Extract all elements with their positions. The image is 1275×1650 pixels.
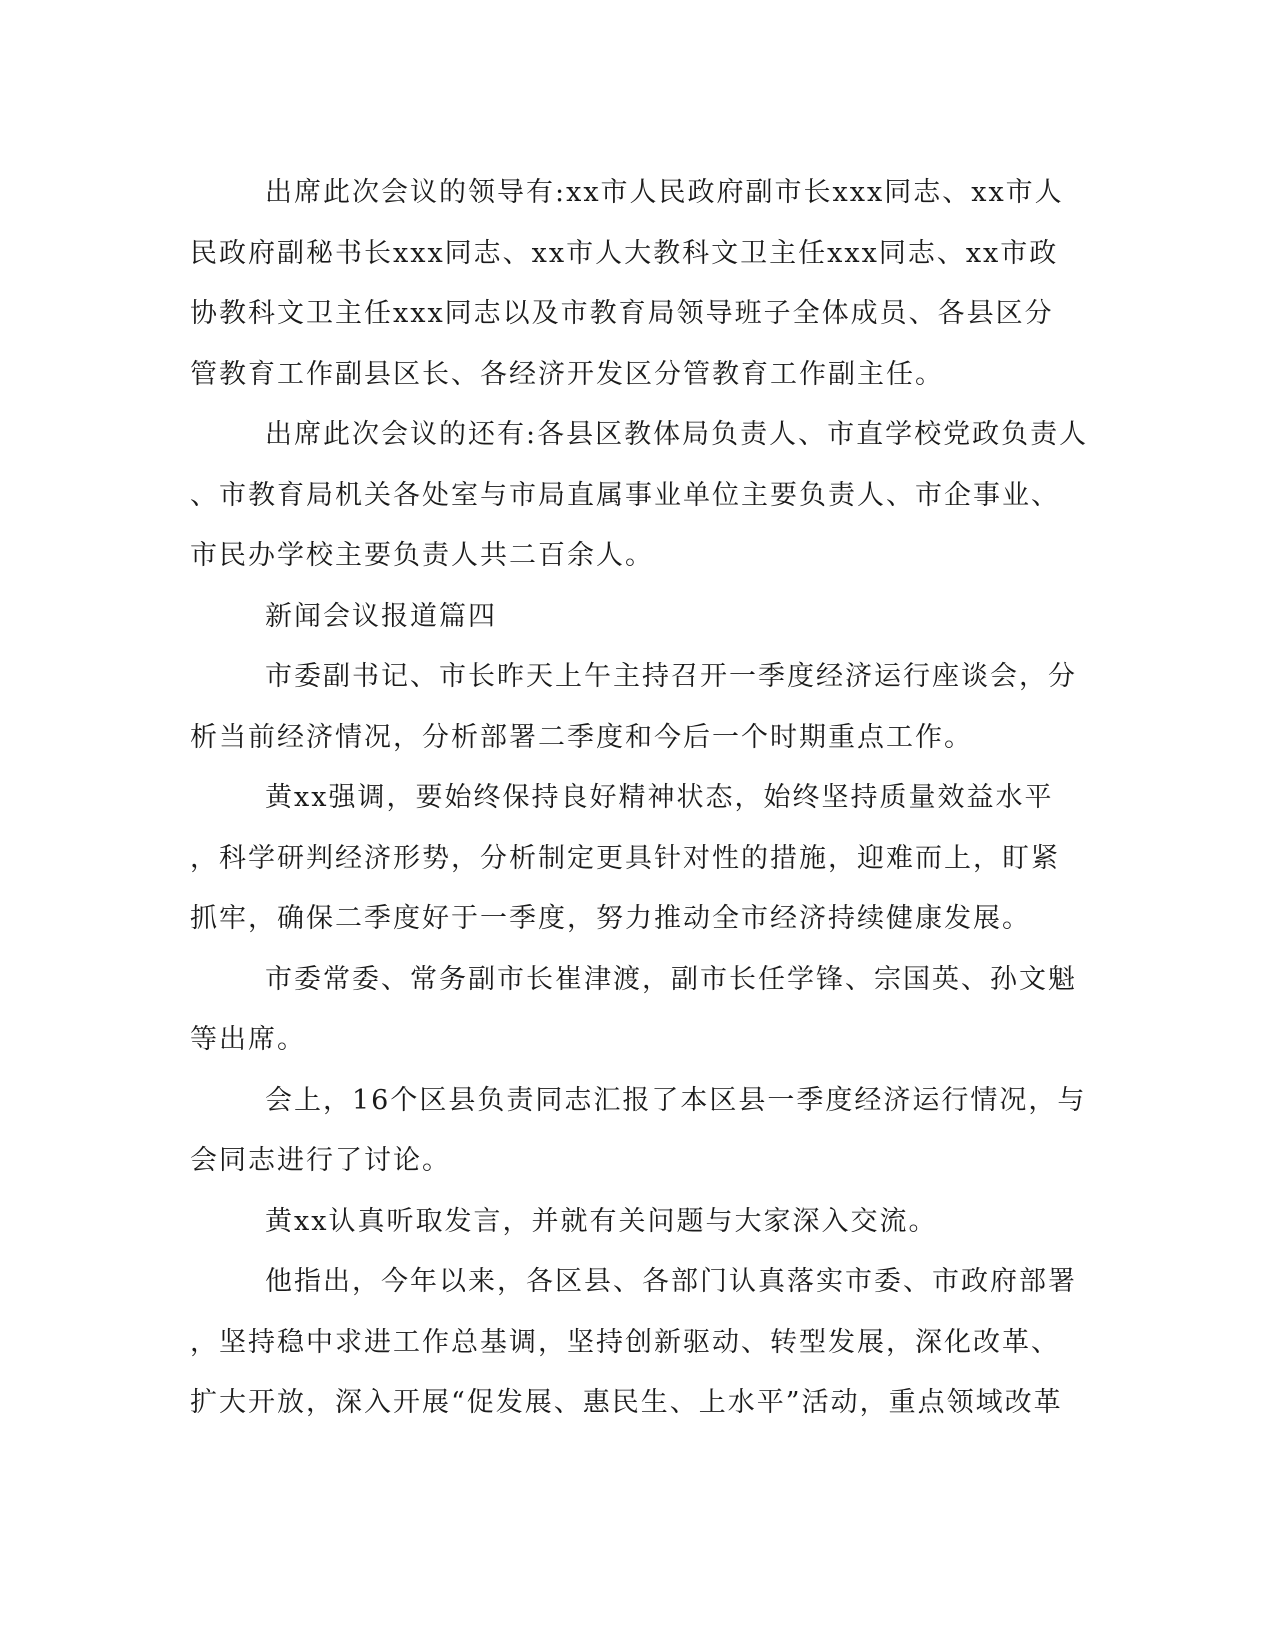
text-line: 管教育工作副县区长、各经济开发区分管教育工作副主任。 bbox=[190, 358, 944, 390]
text-line: 市委副书记、市长昨天上午主持召开一季度经济运行座谈会，分 bbox=[265, 661, 1077, 692]
text-line: 、市教育局机关各处室与市局直属事业单位主要负责人、市企事业、 bbox=[190, 479, 1060, 511]
text-line: 扩大开放，深入开展“促发展、惠民生、上水平”活动，重点领域改革 bbox=[190, 1387, 1063, 1418]
text-line: 协教科文卫主任xxx同志以及市教育局领导班子全体成员、各县区分 bbox=[190, 298, 1054, 329]
text-line: 市委常委、常务副市长崔津渡，副市长任学锋、宗国英、孙文魁 bbox=[265, 963, 1077, 995]
text-line: 抓牢，确保二季度好于一季度，努力推动全市经济持续健康发展。 bbox=[190, 903, 1031, 934]
document-body bbox=[190, 163, 1089, 1434]
text-line: 会上，16个区县负责同志汇报了本区县一季度经济运行情况，与 bbox=[265, 1084, 1087, 1116]
section-heading: 新闻会议报道篇四 bbox=[265, 600, 497, 632]
text-line: 析当前经济情况，分析部署二季度和今后一个时期重点工作。 bbox=[190, 721, 973, 753]
text-line: ，坚持稳中求进工作总基调，坚持创新驱动、转型发展，深化改革、 bbox=[190, 1326, 1060, 1358]
text-line: 市民办学校主要负责人共二百余人。 bbox=[190, 540, 654, 571]
text-line: ，科学研判经济形势，分析制定更具针对性的措施，迎难而上，盯紧 bbox=[190, 842, 1060, 874]
text-line: 他指出，今年以来，各区县、各部门认真落实市委、市政府部署 bbox=[265, 1266, 1077, 1297]
text-line: 黄xx强调，要始终保持良好精神状态，始终坚持质量效益水平 bbox=[265, 782, 1054, 813]
text-line: 等出席。 bbox=[190, 1024, 306, 1055]
text-line: 出席此次会议的领导有:xx市人民政府副市长xxx同志、xx市人 bbox=[265, 177, 1064, 208]
text-line: 会同志进行了讨论。 bbox=[190, 1145, 451, 1176]
text-line: 黄xx认真听取发言，并就有关问题与大家深入交流。 bbox=[265, 1205, 938, 1237]
text-line: 民政府副秘书长xxx同志、xx市人大教科文卫主任xxx同志、xx市政 bbox=[190, 237, 1059, 269]
text-line: 出席此次会议的还有:各县区教体局负责人、市直学校党政负责人 bbox=[265, 419, 1089, 450]
